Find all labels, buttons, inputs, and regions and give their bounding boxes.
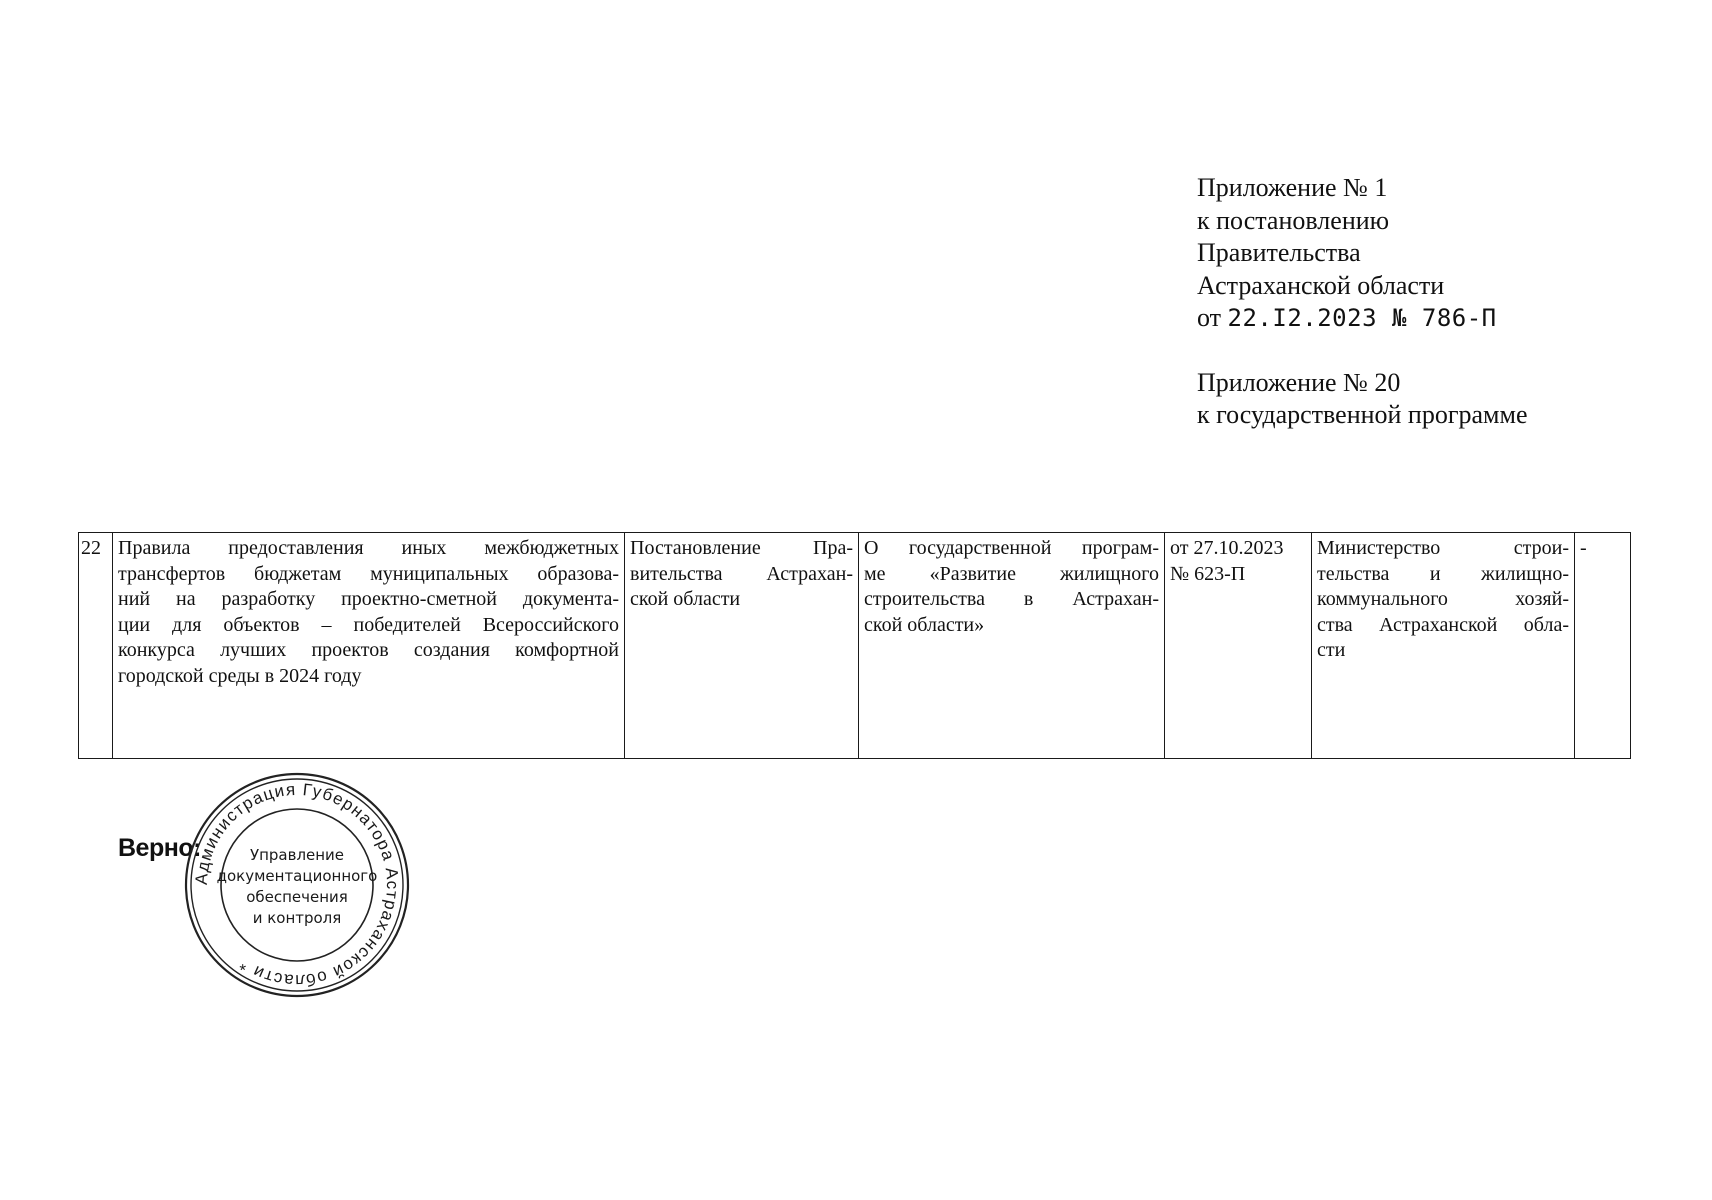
row-title-line: трансфертов бюджетам муниципальных образова- <box>118 562 619 585</box>
row-act-name-line: ме «Развитие жилищного <box>864 562 1159 585</box>
row-act-date-line: № 623-П <box>1170 562 1246 585</box>
appendix-line: Приложение № 20 <box>1197 367 1401 397</box>
row-responsible-line: сти <box>1317 639 1346 661</box>
appendix-line: к государственной программе <box>1197 400 1528 429</box>
table-row <box>79 533 1631 759</box>
row-title-line: ции для объектов – победителей Всероссийского <box>118 613 619 636</box>
row-title-cell <box>113 533 625 759</box>
seal-inner-line: обеспечения <box>246 888 348 906</box>
seal-inner-line: документационного <box>216 867 378 885</box>
row-responsible-line: ства Астраханской обла- <box>1317 613 1569 636</box>
header-date-line <box>1197 302 1617 335</box>
row-act-name-line: строительства в Астрахан- <box>864 588 1159 610</box>
header-line: Астраханской области <box>1197 270 1445 300</box>
header-line: к постановлению <box>1197 205 1390 235</box>
header-date-value: 22.I2.2023 № 786-П <box>1227 304 1497 332</box>
row-act-type-cell <box>625 533 859 759</box>
row-responsible-line: тельства и жилищно- <box>1317 562 1569 585</box>
row-act-name-line: О государственной програм- <box>864 537 1159 559</box>
row-title-line: городской среды в 2024 году <box>118 664 362 687</box>
row-title-line: ний на разработку проектно-сметной документа- <box>118 588 619 610</box>
row-note-cell: - <box>1575 533 1631 759</box>
row-responsible-cell <box>1312 533 1575 759</box>
row-act-name-line: ской области» <box>864 613 985 636</box>
certification-label: Верно: <box>118 834 201 862</box>
row-act-date-cell <box>1165 533 1312 759</box>
row-title-line: Правила предоставления иных межбюджетных <box>118 537 619 559</box>
header-gap <box>1197 335 1617 367</box>
row-act-type-line: ской области <box>630 588 741 610</box>
row-number: 22 <box>79 533 113 759</box>
header-date-prefix: от <box>1197 303 1222 332</box>
row-act-type-line: Постановление Пра- <box>630 537 853 559</box>
header-line: Правительства <box>1197 238 1361 267</box>
seal-inner-line: и контроля <box>252 909 342 927</box>
row-responsible-line: коммунального хозяй- <box>1317 588 1569 610</box>
row-act-name-cell <box>859 533 1165 759</box>
row-act-type-line: вительства Астрахан- <box>630 562 853 585</box>
seal-inner-line: Управление <box>249 846 345 864</box>
row-title-line: конкурса лучших проектов создания комфортной <box>118 639 619 661</box>
seal-outer-text: Администрация Губернатора Астраханской области * <box>191 779 403 991</box>
acts-table <box>78 532 1631 759</box>
header-line: Приложение № 1 <box>1197 173 1388 202</box>
appendix-header <box>1197 172 1617 432</box>
official-seal <box>182 770 412 1000</box>
row-responsible-line: Министерство строи- <box>1317 537 1569 559</box>
row-act-date-line: от 27.10.2023 <box>1170 537 1284 559</box>
